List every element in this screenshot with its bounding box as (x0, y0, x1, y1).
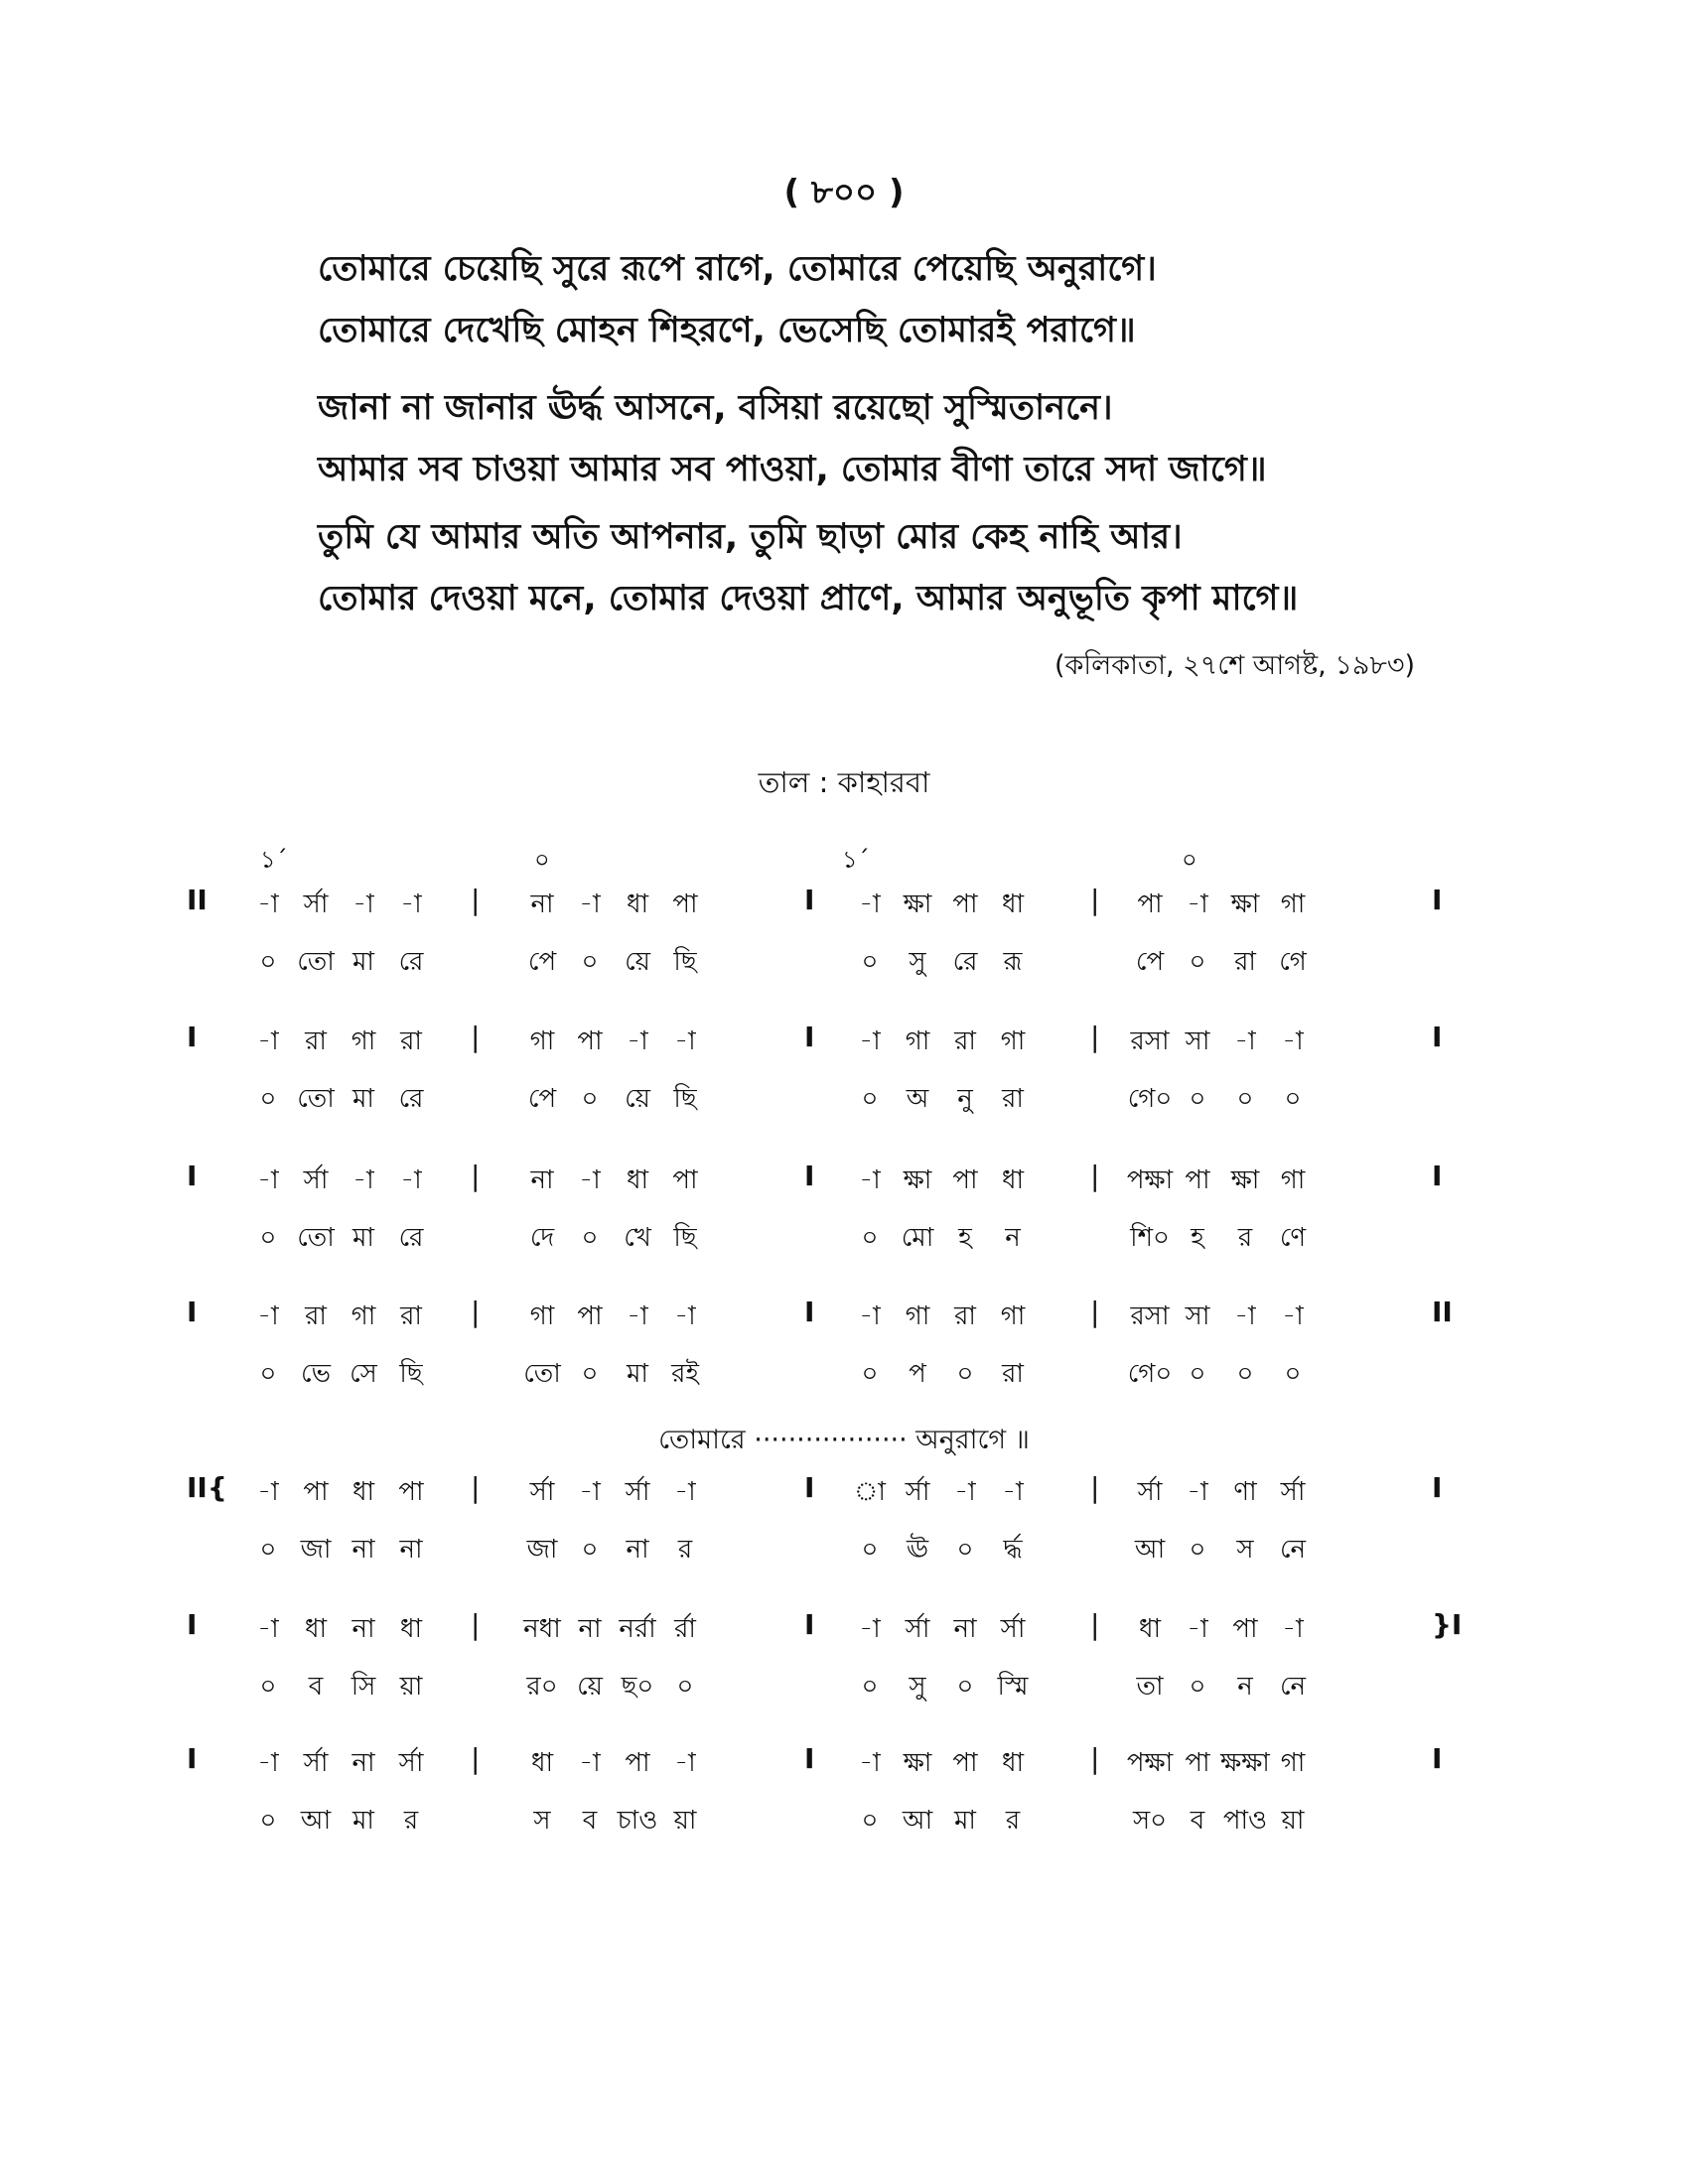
lyric-cell: আ (1134, 1535, 1166, 1565)
note-cell: গা (1000, 1026, 1026, 1056)
note-cell: র্সা (303, 1165, 329, 1195)
note-cell: ধা (1001, 1165, 1025, 1195)
lyric-row (0, 1800, 1688, 1857)
note-cell: গা (905, 1026, 930, 1056)
lyric-cell: স্মি (997, 1672, 1029, 1702)
swaralipi-row (0, 1296, 1688, 1353)
note-cell: -া (859, 1165, 881, 1195)
note-cell: না (530, 889, 554, 919)
lyric-cell: মা (352, 947, 374, 977)
note-cell: র্রা (674, 1614, 696, 1644)
refrain-note: তোমারে ·················· অনুরাগে ॥ (658, 1425, 1030, 1455)
bar-line: | (1090, 1160, 1100, 1192)
lyric-cell: য়া (1281, 1806, 1305, 1836)
lyric-cell: হ (958, 1223, 972, 1253)
note-cell: ক্ষা (903, 1748, 932, 1778)
bar-line: | (1090, 1742, 1100, 1775)
lyric-cell: জা (526, 1535, 558, 1565)
lyric-cell: ০ (1284, 1359, 1302, 1389)
lyric-cell: জা (300, 1535, 332, 1565)
lyric-cell: ০ (1189, 1084, 1206, 1114)
note-cell: -া (579, 1477, 601, 1507)
staff-start-mark: I (187, 1608, 198, 1641)
note-cell: গা (1280, 1165, 1306, 1195)
lyric-cell: ০ (259, 1359, 277, 1389)
note-cell: -া (400, 1165, 422, 1195)
note-cell: -া (1234, 1301, 1256, 1331)
note-cell: -া (579, 1165, 601, 1195)
lyric-cell: ০ (259, 947, 277, 977)
lyric-cell: না (399, 1535, 423, 1565)
note-cell: ক্ষক্ষা (1220, 1748, 1270, 1778)
note-cell: -া (627, 1301, 648, 1331)
lyric-cell: ছি (673, 1223, 697, 1253)
note-cell: না (530, 1165, 554, 1195)
note-cell: ক্ষা (1230, 1165, 1260, 1195)
lyric-cell: ০ (581, 947, 599, 977)
lyric-row (0, 941, 1688, 999)
note-cell: রসা (1130, 1026, 1170, 1056)
lyric-cell: ছি (399, 1359, 423, 1389)
beat-marks (0, 842, 1688, 878)
lyric-cell: সু (909, 1672, 926, 1702)
note-cell: ধা (304, 1614, 328, 1644)
staff-end-mark: }I (1432, 1608, 1463, 1641)
lyric-row (0, 1666, 1688, 1723)
staff-end-mark: I (1432, 1021, 1443, 1053)
note-cell: নধা (523, 1614, 561, 1644)
note-cell: -া (1282, 1301, 1304, 1331)
note-cell: -া (579, 889, 601, 919)
lyric-cell: ০ (1189, 1672, 1206, 1702)
note-cell: র্সা (1280, 1477, 1306, 1507)
note-cell: -া (859, 1026, 881, 1056)
note-cell: পা (1185, 1748, 1210, 1778)
lyric-cell: রে (398, 1223, 424, 1253)
lyric-cell: পে (527, 947, 557, 977)
lyric-cell: ০ (861, 1084, 879, 1114)
lyric-cell: মা (352, 1806, 374, 1836)
lyric-cell: ণে (1279, 1223, 1307, 1253)
note-cell: রা (400, 1301, 422, 1331)
note-cell: -া (400, 889, 422, 919)
note-cell: ধা (399, 1614, 423, 1644)
note-cell: গা (1280, 889, 1306, 919)
lyric-cell: ০ (676, 1672, 694, 1702)
note-cell: পক্ষা (1126, 1165, 1174, 1195)
lyric-cell: স (1236, 1535, 1254, 1565)
lyric-cell: ০ (861, 1672, 879, 1702)
note-cell: রা (954, 1301, 976, 1331)
notation-staff (0, 1296, 1688, 1411)
note-cell: র্সা (398, 1748, 424, 1778)
bar-line: | (471, 1021, 481, 1053)
note-cell: া (854, 1477, 886, 1507)
note-cell: পা (625, 1748, 650, 1778)
note-cell: -া (1187, 1477, 1208, 1507)
note-cell: পা (398, 1477, 424, 1507)
lyric-cell: মা (627, 1359, 648, 1389)
staff-end-mark: I (1432, 1742, 1443, 1775)
lyric-cell: নু (957, 1084, 973, 1114)
verse-line: জানা না জানার ঊর্দ্ধ আসনে, বসিয়া রয়েছো সুস্মিতাননে। (318, 388, 1113, 428)
note-cell: ক্ষা (903, 1165, 932, 1195)
note-cell: রা (305, 1026, 327, 1056)
staff-end-mark: II (1432, 1296, 1453, 1328)
lyric-cell: য়ে (625, 1084, 650, 1114)
lyric-cell: মা (954, 1806, 976, 1836)
lyric-cell: ০ (259, 1806, 277, 1836)
swaralipi-row (0, 1160, 1688, 1217)
note-cell: র্সা (303, 889, 329, 919)
lyric-cell: র০ (526, 1672, 558, 1702)
lyric-cell: শি০ (1130, 1223, 1170, 1253)
beat-mark: ১´ (842, 846, 870, 874)
beat-mark: ০ (534, 846, 550, 874)
lyric-cell: আ (300, 1806, 332, 1836)
note-cell: ণা (1233, 1477, 1257, 1507)
note-cell: -া (257, 1614, 279, 1644)
lyric-cell: না (626, 1535, 649, 1565)
note-cell: -া (674, 1026, 696, 1056)
lyric-cell: না (352, 1535, 375, 1565)
lyric-cell: র (677, 1535, 693, 1565)
lyric-cell: য়া (399, 1672, 423, 1702)
note-cell: -া (257, 1748, 279, 1778)
note-cell: -া (257, 1026, 279, 1056)
lyric-cell: খে (624, 1223, 651, 1253)
staff-mid-mark: I (804, 1160, 815, 1192)
note-cell: না (953, 1614, 977, 1644)
beat-mark: ১´ (260, 846, 288, 874)
lyric-cell: পে (527, 1084, 557, 1114)
lyric-cell: ০ (1284, 1084, 1302, 1114)
staff-mid-mark: I (804, 1608, 815, 1641)
lyric-cell: নে (1279, 1535, 1307, 1565)
note-cell: না (578, 1614, 602, 1644)
lyric-cell: র (403, 1806, 419, 1836)
lyric-cell: য়া (673, 1806, 697, 1836)
note-cell: -া (1282, 1026, 1304, 1056)
staff-start-mark: I (187, 1021, 198, 1053)
note-cell: -া (257, 889, 279, 919)
bar-line: | (1090, 1296, 1100, 1328)
lyric-cell: গে০ (1127, 1084, 1173, 1114)
lyric-cell: ০ (1189, 947, 1206, 977)
lyric-cell: তো (297, 1223, 335, 1253)
note-cell: সা (1185, 1301, 1210, 1331)
note-cell: -া (954, 1477, 976, 1507)
swaralipi-row (0, 1608, 1688, 1666)
verse-block-2 (318, 377, 1450, 500)
lyric-cell: পে (1135, 947, 1165, 977)
note-cell: ধা (626, 889, 649, 919)
lyric-cell: র (1005, 1806, 1021, 1836)
lyric-cell: ছ০ (621, 1672, 654, 1702)
dateline: (কলিকাতা, ২৭শে আগষ্ট, ১৯৮৩) (1054, 650, 1415, 681)
lyric-cell: রে (398, 1084, 424, 1114)
lyric-cell: সে (350, 1359, 377, 1389)
note-cell: -া (859, 1748, 881, 1778)
note-cell: -া (1187, 889, 1208, 919)
lyric-cell: তো (297, 1084, 335, 1114)
note-cell: -া (1234, 1026, 1256, 1056)
lyric-cell: ০ (861, 1223, 879, 1253)
note-cell: -া (859, 1301, 881, 1331)
lyric-cell: পাও (1222, 1806, 1268, 1836)
lyric-cell: রা (1234, 947, 1256, 977)
note-cell: -া (257, 1301, 279, 1331)
note-cell: র্সা (303, 1748, 329, 1778)
lyric-cell: ০ (259, 1223, 277, 1253)
lyric-cell: মো (901, 1223, 934, 1253)
verse-line: তোমারে চেয়েছি সুরে রূপে রাগে, তোমারে পেয়েছি অনুরাগে। (318, 249, 1157, 289)
staff-start-mark: II (187, 884, 208, 916)
note-cell: র্সা (905, 1614, 930, 1644)
lyric-cell: হ (1191, 1223, 1204, 1253)
verse-line: আমার সব চাওয়া আমার সব পাওয়া, তোমার বীণা তারে সদা জাগে॥ (318, 450, 1267, 489)
note-cell: না (352, 1748, 375, 1778)
lyric-cell: সি (351, 1672, 376, 1702)
note-cell: -া (674, 1748, 696, 1778)
staff-start-mark: I (187, 1296, 198, 1328)
lyric-cell: ০ (956, 1672, 974, 1702)
staff-mid-mark: I (804, 1021, 815, 1053)
lyric-cell: মা (352, 1084, 374, 1114)
swaralipi-row (0, 1021, 1688, 1078)
note-cell: ধা (530, 1748, 554, 1778)
lyric-cell: ০ (1236, 1359, 1254, 1389)
verse-block-1 (318, 238, 1450, 361)
bar-line: | (471, 1608, 481, 1641)
lyric-cell: ০ (1189, 1359, 1206, 1389)
bar-line: | (471, 1742, 481, 1775)
lyric-cell: নে (1279, 1672, 1307, 1702)
notation-staff (0, 1742, 1688, 1857)
lyric-cell: ভে (301, 1359, 331, 1389)
note-cell: গা (905, 1301, 930, 1331)
note-cell: পা (303, 1477, 329, 1507)
lyric-cell: তা (1136, 1672, 1164, 1702)
lyric-cell: ঊ (906, 1535, 929, 1565)
lyric-cell: ০ (956, 1535, 974, 1565)
staff-start-mark: II{ (187, 1471, 227, 1504)
lyric-cell: আ (902, 1806, 933, 1836)
lyric-cell: রা (1002, 1084, 1024, 1114)
note-cell: রা (954, 1026, 976, 1056)
note-cell: র্সা (1000, 1614, 1026, 1644)
note-cell: গা (529, 1026, 555, 1056)
note-cell: পা (1137, 889, 1163, 919)
note-cell: -া (579, 1748, 601, 1778)
lyric-cell: মা (352, 1223, 374, 1253)
note-cell: পা (577, 1301, 603, 1331)
bar-line: | (1090, 1471, 1100, 1504)
note-cell: র্সা (1137, 1477, 1163, 1507)
bar-line: | (471, 1471, 481, 1504)
bar-line: | (1090, 1021, 1100, 1053)
note-cell: ক্ষা (1230, 889, 1260, 919)
note-cell: পা (1232, 1614, 1258, 1644)
lyric-cell: ০ (259, 1672, 277, 1702)
lyric-cell: ০ (861, 1359, 879, 1389)
lyric-cell: ০ (1189, 1535, 1206, 1565)
staff-end-mark: I (1432, 884, 1443, 916)
lyric-cell: ব (308, 1672, 324, 1702)
lyric-cell: তো (523, 1359, 561, 1389)
note-cell: -া (627, 1026, 648, 1056)
lyric-row (0, 1529, 1688, 1586)
notation-staff (0, 1608, 1688, 1723)
lyric-cell: ছি (673, 1084, 697, 1114)
staff-mid-mark: I (804, 1296, 815, 1328)
verse-block-3 (318, 506, 1450, 629)
note-cell: -া (1282, 1614, 1304, 1644)
bar-line: | (471, 1296, 481, 1328)
lyric-cell: র্দ্ধ (1003, 1535, 1023, 1565)
note-cell: ধা (1001, 1748, 1025, 1778)
note-cell: সা (1185, 1026, 1210, 1056)
staff-end-mark: I (1432, 1160, 1443, 1192)
notation-staff (0, 1021, 1688, 1136)
lyric-cell: ন (1005, 1223, 1021, 1253)
lyric-cell: ০ (259, 1084, 277, 1114)
note-cell: পা (952, 889, 978, 919)
lyric-cell: ন (1237, 1672, 1253, 1702)
note-cell: পা (952, 1748, 978, 1778)
page-number: ( ৮০০ ) (783, 173, 905, 212)
note-cell: র্সা (905, 1477, 930, 1507)
swaralipi-row (0, 884, 1688, 941)
lyric-cell: রে (952, 947, 978, 977)
lyric-cell: র (1237, 1223, 1253, 1253)
lyric-row (0, 1078, 1688, 1136)
note-cell: পা (672, 889, 698, 919)
lyric-row (0, 1217, 1688, 1275)
note-cell: ধা (626, 1165, 649, 1195)
bar-line: | (471, 1160, 481, 1192)
note-cell: গা (1000, 1301, 1026, 1331)
lyric-row (0, 1353, 1688, 1411)
note-cell: -া (352, 1165, 374, 1195)
note-cell: র্সা (625, 1477, 650, 1507)
note-cell: পা (952, 1165, 978, 1195)
note-cell: গা (351, 1301, 376, 1331)
lyric-cell: ব (1190, 1806, 1205, 1836)
note-cell: -া (1002, 1477, 1024, 1507)
note-cell: গা (529, 1301, 555, 1331)
note-cell: -া (257, 1165, 279, 1195)
verse-line: তুমি যে আমার অতি আপনার, তুমি ছাড়া মোর কেহ নাহি আর। (318, 517, 1183, 557)
lyric-cell: সু (909, 947, 926, 977)
lyric-cell: ০ (861, 1806, 879, 1836)
note-cell: -া (674, 1301, 696, 1331)
bar-line: | (1090, 1608, 1100, 1641)
bar-line: | (471, 884, 481, 916)
notation-staff (0, 884, 1688, 999)
note-cell: নর্রা (619, 1614, 656, 1644)
note-cell: পা (577, 1026, 603, 1056)
lyric-cell: ০ (581, 1359, 599, 1389)
note-cell: -া (257, 1477, 279, 1507)
note-cell: রা (400, 1026, 422, 1056)
note-cell: গা (1280, 1748, 1306, 1778)
staff-start-mark: I (187, 1160, 198, 1192)
note-cell: -া (352, 889, 374, 919)
staff-mid-mark: I (804, 1742, 815, 1775)
lyric-cell: ব (582, 1806, 598, 1836)
lyric-cell: গে০ (1127, 1359, 1173, 1389)
notation-staff (0, 1471, 1688, 1586)
lyric-cell: ০ (1236, 1084, 1254, 1114)
lyric-cell: ০ (581, 1223, 599, 1253)
lyric-cell: স০ (1132, 1806, 1168, 1836)
lyric-cell: তো (297, 947, 335, 977)
note-cell: পক্ষা (1126, 1748, 1174, 1778)
note-cell: পা (1185, 1165, 1210, 1195)
lyric-cell: স (533, 1806, 551, 1836)
swaralipi-row (0, 1471, 1688, 1529)
note-cell: র্সা (529, 1477, 555, 1507)
lyric-cell: ০ (861, 1535, 879, 1565)
lyric-cell: য়ে (577, 1672, 603, 1702)
lyric-cell: ০ (861, 947, 879, 977)
note-cell: -া (674, 1477, 696, 1507)
lyric-cell: ০ (956, 1359, 974, 1389)
staff-mid-mark: I (804, 884, 815, 916)
lyric-cell: ০ (259, 1535, 277, 1565)
note-cell: -া (1187, 1614, 1208, 1644)
staff-end-mark: I (1432, 1471, 1443, 1504)
note-cell: -া (859, 1614, 881, 1644)
note-cell: -া (859, 889, 881, 919)
swaralipi-row (0, 1742, 1688, 1800)
lyric-cell: দে (529, 1223, 555, 1253)
note-cell: রা (305, 1301, 327, 1331)
lyric-cell: য়ে (625, 947, 650, 977)
lyric-cell: ছি (673, 947, 697, 977)
staff-mid-mark: I (804, 1471, 815, 1504)
note-cell: না (352, 1614, 375, 1644)
lyric-cell: ০ (581, 1535, 599, 1565)
tala-heading: তাল : কাহারবা (758, 765, 930, 799)
bar-line: | (1090, 884, 1100, 916)
verse-line: তোমারে দেখেছি মোহন শিহরণে, ভেসেছি তোমারই পরাগে॥ (318, 311, 1136, 350)
lyric-cell: চাও (617, 1806, 658, 1836)
note-cell: পা (672, 1165, 698, 1195)
lyric-cell: রূ (1003, 947, 1023, 977)
note-cell: রসা (1130, 1301, 1170, 1331)
beat-mark: ০ (1182, 846, 1197, 874)
lyric-cell: অ (906, 1084, 929, 1114)
lyric-cell: রই (671, 1359, 699, 1389)
notation-staff (0, 1160, 1688, 1275)
lyric-cell: গে (1279, 947, 1307, 977)
staff-start-mark: I (187, 1742, 198, 1775)
note-cell: ক্ষা (903, 889, 932, 919)
lyric-cell: ০ (581, 1084, 599, 1114)
note-cell: ধা (1001, 889, 1025, 919)
lyric-cell: রে (398, 947, 424, 977)
lyric-cell: রা (1002, 1359, 1024, 1389)
note-cell: গা (351, 1026, 376, 1056)
verse-line: তোমার দেওয়া মনে, তোমার দেওয়া প্রাণে, আমার অনুভূতি কৃপা মাগে॥ (318, 579, 1299, 618)
lyric-cell: প (909, 1359, 926, 1389)
note-cell: ধা (1138, 1614, 1162, 1644)
note-cell: ধা (352, 1477, 375, 1507)
